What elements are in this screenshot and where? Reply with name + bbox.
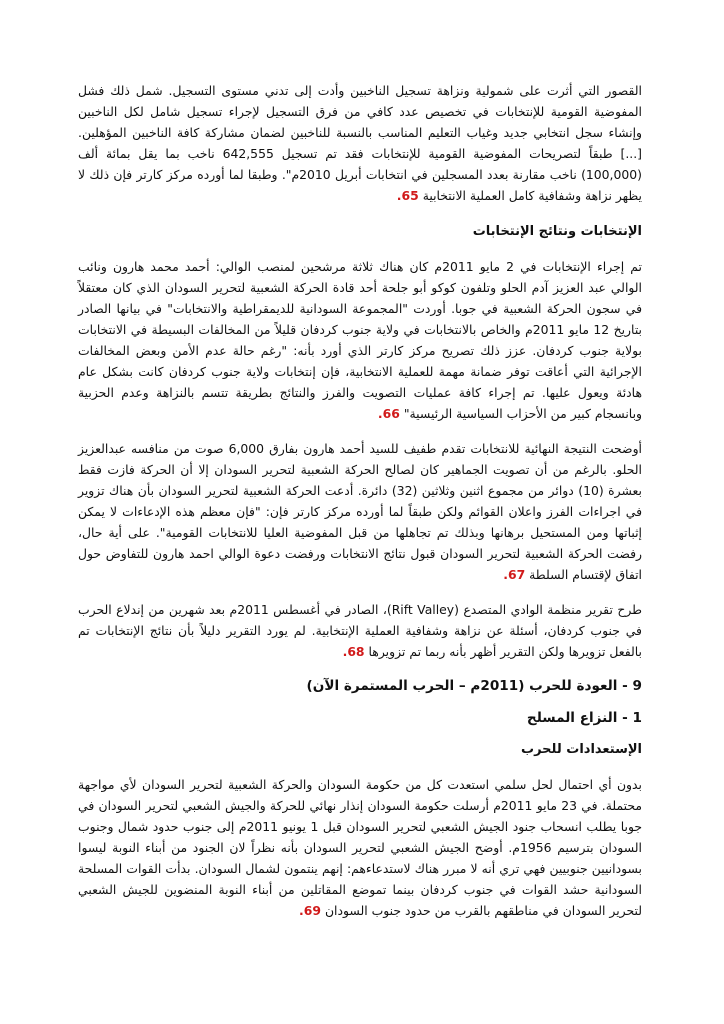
footnote-ref[interactable]: 66. <box>377 406 400 421</box>
subsection-heading: الإستعدادات للحرب <box>521 742 642 757</box>
section-heading: 1 - النزاع المسلح <box>526 710 642 726</box>
elections-heading: الإنتخابات ونتائج الإنتخابات <box>472 224 642 239</box>
chapter-heading: 9 - العودة للحرب (2011م – الحرب المستمرة الآن) <box>306 678 642 694</box>
paragraph-text: أوضحت النتيجة النهائية للانتخابات تقدم طفيف للسيد أحمد هارون بفارق 6,000 صوت من منافسه عبدالعزيز الحلو. بالرغم من أن تصويت الجماهير كان لصالح الحركة الشعبية لتحرير السودان إلا أن الحركة فازت فقط بعشرة (10) دوائر من مجموع اثنين وثلاثين (32) دائرة. أدعت الحركة الشعبية لتحرير السودان بأن هناك تزوير في اجراءات الفرز واعلان القوائم ولكن طبقاً لما أورده مركز كارتر فإن: "فإن معظم هذه الإدعاءات لا يمكن إثباتها ومن المستحيل برهانها وبذلك تم تجاهلها من قبل المفوضية العليا للانتخابات القومية". على أية حال، رفضت الحركة الشعبية لتحرير السودان قبول نتائج الانتخابات ورفضت دعوة الوالي احمد هارون للتفاوض حول اتفاق لإقتسام السلطة <box>78 441 642 582</box>
paragraph-text: بدون أي احتمال لحل سلمي استعدت كل من حكومة السودان والحركة الشعبية لتحرير السودان لأي مواجهة محتملة. في 23 مايو 2011م أرسلت حكومة السودان إنذار نهائي للحركة والجيش الشعبي لتحرير السودان في جوبا يطلب انسحاب جنود الجيش الشعبي لتحرير السودان قبل 1 يونيو 2011م إلى جنوب حدود شمال وجنوب السودان بترسيم 1956م. أوضح الجيش الشعبي لتحرير السودان بأنه نظراً لان الجنود من أبناء النوبة ليسوا بسودانيين جنوبيين فهي تري أنه لا مبرر هناك لاستدعاءهم: إنهم ينتمون لشمال السودان. بدأت القوات المسلحة السودانية حشد القوات في جنوب كردفان بينما تموضع المقاتلين من أبناء النوبة المنضوين للجيش الشعبي لتحرير السودان في مناطقهم بالقرب من حدود جنوب السودان <box>78 777 643 918</box>
candidates-paragraph <box>78 256 642 424</box>
intro-paragraph <box>78 80 642 206</box>
paragraph-text: تم إجراء الإنتخابات في 2 مايو 2011م كان هناك ثلاثة مرشحين لمنصب الوالي: أحمد محمد هارون ونائب الوالي عبد العزيز آدم الحلو وتلفون كوكو أبو جلحة أحد قادة الحركة الشعبية لتحرير السودان الذي كان معتقلاً في سجون الحركة الشعبية في جوبا. أوردت "المجموعة السودانية للديمقراطية والانتخابات" في بيانها الصادر بتاريخ 12 مايو 2011م والخاص بالانتخابات في ولاية جنوب كردفان قليلاً من المخالفات البسيطة في الانتخابات بولاية جنوب كردفان. عزز ذلك تصريح مركز كارتر الذي أورد بأنه: "رغم حالة عدم الأمن وبعض المخالفات الإجرائية التي أعاقت توفر ضمانة مهمة للعملية الانتخابية، فإن إنتخابات ولاية جنوب كردفان كانت بشكل عام هادئة ويعول عليها. تم إجراء كافة عمليات التصويت والفرز والنتائج بطريقة تتسم بالنزاهة وعدم الحزبية وبانسجام كبير من الأحزاب السياسية الرئيسية" <box>78 259 643 421</box>
paragraph-text: طرح تقرير منظمة الوادي المتصدع (Rift Valley)، الصادر في أغسطس 2011م بعد شهرين من إندلاع الحرب في جنوب كردفان، أسئلة عن نزاهة وشفافية العملية الإنتخابية. لم يورد التقرير دليلاً بأن نتائج الإنتخابات تم بالفعل تزويرها ولكن التقرير أظهر بأنه ربما تم تزويرها <box>78 602 643 659</box>
paragraph-text: القصور التي أثرت على شمولية ونزاهة تسجيل الناخبين وأدت إلى تدني مستوى التسجيل. شمل ذلك فشل المفوضية القومية للإنتخابات في تخصيص عدد كافي من فرق التسجيل لإجراء تسجيل شامل لكل الناخبين وإنشاء سجل انتخابي جديد وغياب التعليم المناسب بالنسبة للناخبين لضمان مشاركة كافة الناخبين المؤهلين. [...] طبقاً لتصريحات المفوضية القومية للإنتخابات فقد تم تسجيل 642,555 ناخب بما يقل بمائة ألف (100,000) ناخب مقارنة بعدد المسجلين في انتخابات أبريل 2010م". وطبقا لما أورده مركز كارتر فإن ذلك لا يظهر نزاهة وشفافية كامل العملية الانتخابية <box>78 83 642 203</box>
footnote-ref[interactable]: 67. <box>503 567 526 582</box>
rift-valley-paragraph <box>78 599 642 662</box>
results-paragraph <box>78 438 642 585</box>
preparations-paragraph <box>78 774 642 921</box>
footnote-ref[interactable]: 68. <box>342 644 365 659</box>
footnote-ref[interactable]: 65. <box>396 188 419 203</box>
footnote-ref[interactable]: 69. <box>299 903 321 918</box>
